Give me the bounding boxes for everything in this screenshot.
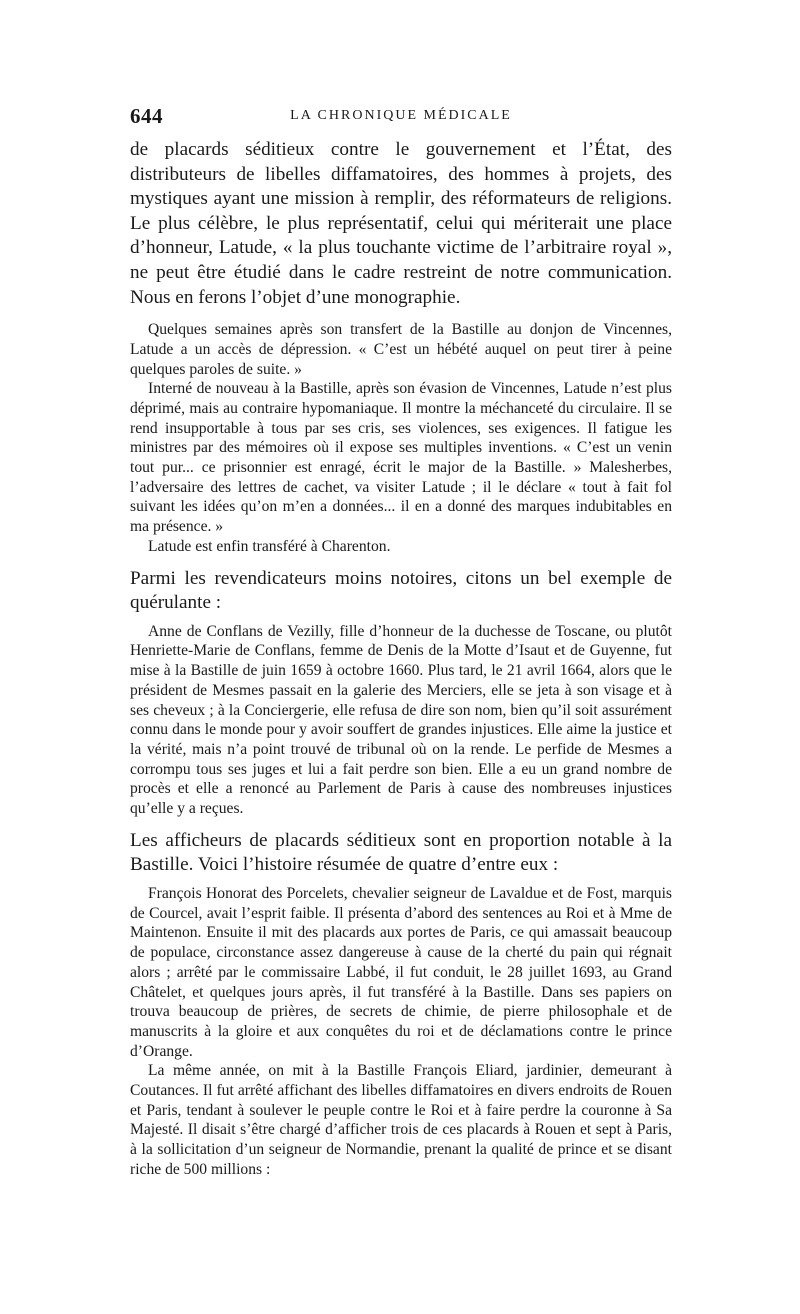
page-body bbox=[130, 138, 672, 1180]
running-title: LA CHRONIQUE MÉDICALE bbox=[290, 108, 512, 123]
paragraph-intro: de placards séditieux contre le gouvernement et l’État, des distributeurs de libelles diffamatoires, des hommes à projets, des mystiques ayant une mission à remplir, des réformateurs de religions. Le plus célèbre, le plus représentatif, celui qui mériterait une place d’honneur, Latude, « la plus touchante victime de l’arbitraire royal », ne peut être étudié dans le cadre restreint de notre communication. Nous en ferons l’objet d’une monographie. bbox=[130, 139, 672, 308]
paragraph-anne-de-conflans: Anne de Conflans de Vezilly, fille d’honneur de la duchesse de Toscane, ou plutôt Henriette-Marie de Conflans, femme de Denis de la Motte d’Isaut et de Guyenne, fut mise à la Bastille de juin 1659 à octobre 1660. Plus tard, le 21 avril 1664, alors que le président de Mesmes passait en la galerie des Merciers, elle se jeta à son visage et à ses cheveux ; à la Conciergerie, elle refusa de dire son nom, bien qu’il soit assurément connu dans le monde pour y avoir souffert de grandes injustices. Elle aime la justice et la vérité, mais n’a point trouvé de tribunal où on la rende. Le perfide de Mesmes a corrompu tous ses juges et lui a fait perdre son bien. Elle a eu un grand nombre de procès et elle a renoncé au Parlement de Paris à cause des nombreuses injustices qu’elle y a reçues. bbox=[130, 622, 672, 818]
page-header bbox=[130, 104, 672, 130]
page-number: 644 bbox=[130, 104, 163, 128]
paragraph-francois-honorat: François Honorat des Porcelets, chevalier seigneur de Lavaldue et de Fost, marquis de Courcel, avait l’esprit faible. Il présenta d’abord des sentences au Roi et à Mme de Maintenon. Ensuite il mit des placards aux portes de Paris, ce qui amassait beaucoup de populace, circonstance assez dangereuse à cause de la cherté du pain qui régnait alors ; arrêté par le commissaire Labbé, il fut conduit, le 28 juillet 1693, au Grand Châtelet, et quelques jours après, il fut transféré à la Bastille. Dans ses papiers on trouva beaucoup de prières, de secrets de chimie, de pierre philosophale et de manuscrits à la gloire et aux conquêtes du roi et de déclamations contre le prince d’Orange. bbox=[130, 885, 672, 1060]
paragraph-latude-bastille: Interné de nouveau à la Bastille, après son évasion de Vincennes, Latude n’est plus déprimé, mais au contraire hypomaniaque. Il montre la méchanceté du circulaire. Il se rend insupportable à tous par ses cris, ses violences, ses exigences. Il fatigue les ministres par des mémoires où il expose ses multiples inventions. « C’est un venin tout pur... ce prisonnier est enragé, écrit le major de la Bastille. » Malesherbes, l’adversaire des lettres de cachet, va visiter Latude ; il le déclare « tout à fait fol suivant les idées qu’on m’en a données... il en a donné des marques indubitables en ma présence. » bbox=[130, 380, 672, 536]
paragraph-afficheurs: Les afficheurs de placards séditieux sont en proportion notable à la Bastille. Voici l’histoire résumée de quatre d’entre eux : bbox=[130, 829, 672, 876]
paragraph-francois-eliard: La même année, on mit à la Bastille François Eliard, jardinier, demeurant à Coutances. Il fut arrêté affichant des libelles diffamatoires en divers endroits de Rouen et Paris, tendant à soulever le peuple contre le Roi et à faire perdre la couronne à Sa Majesté. Il disait s’être chargé d’afficher trois de ces placards à Rouen et sept à Paris, à la sollicitation d’un seigneur de Normandie, prenant la qualité de prince et se disant riche de 500 millions : bbox=[130, 1062, 672, 1178]
paragraph-latude-charenton: Latude est enfin transféré à Charenton. bbox=[148, 537, 391, 555]
paragraph-latude-vincennes: Quelques semaines après son transfert de la Bastille au donjon de Vincennes, Latude a un accès de dépression. « C’est un hébété auquel on peut tirer à peine quelques paroles de suite. » bbox=[130, 321, 672, 378]
paragraph-querulante: Parmi les revendicateurs moins notoires, citons un bel exemple de quérulante : bbox=[130, 567, 672, 614]
